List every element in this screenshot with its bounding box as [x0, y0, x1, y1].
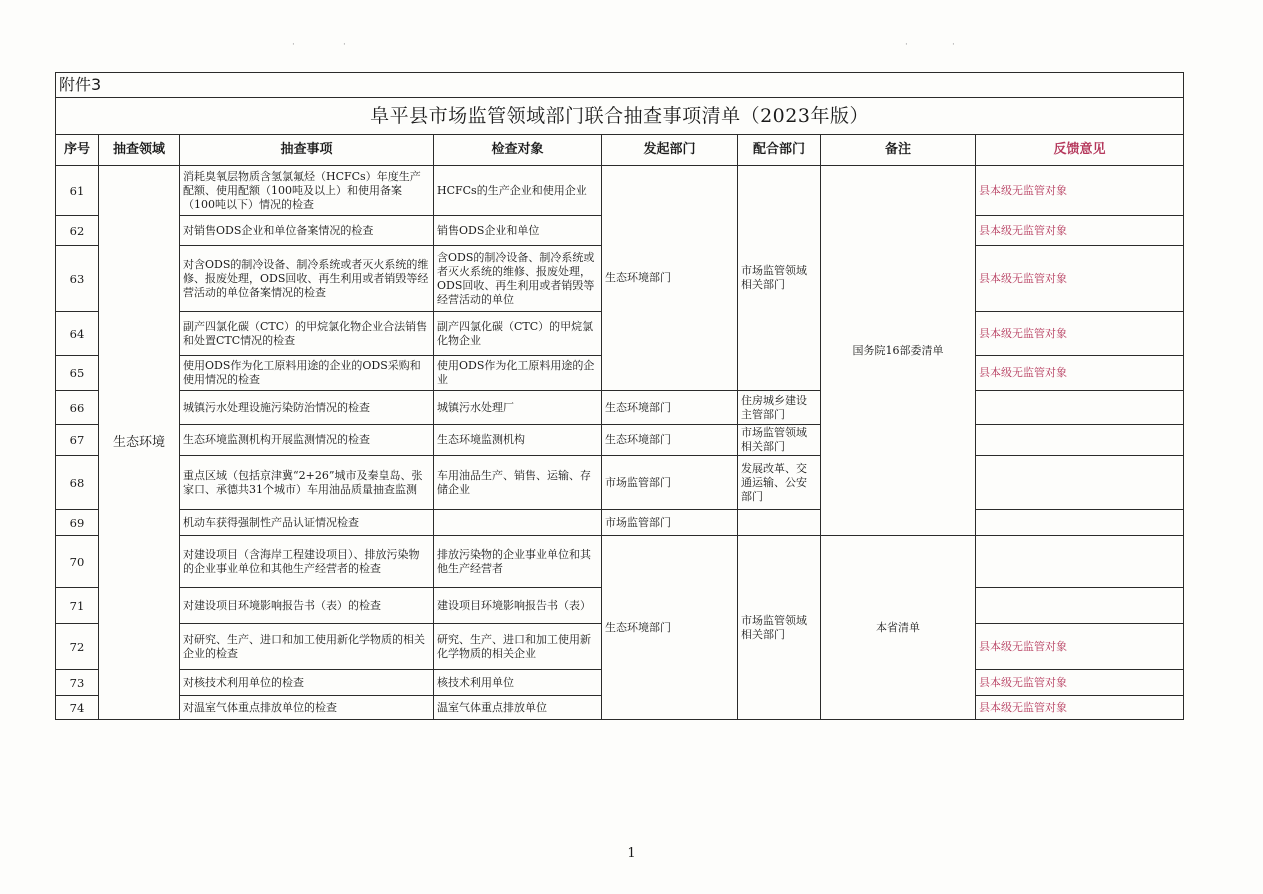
row-cooperator	[738, 510, 821, 536]
row-target: 核技术利用单位	[434, 670, 602, 696]
row-target: HCFCs的生产企业和使用企业	[434, 166, 602, 216]
row-cooperator: 住房城乡建设主管部门	[738, 391, 821, 425]
row-item: 对研究、生产、进口和加工使用新化学物质的相关企业的检查	[180, 624, 434, 670]
row-feedback: 县本级无监管对象	[976, 166, 1184, 216]
row-target: 生态环境监测机构	[434, 425, 602, 456]
row-no: 70	[56, 536, 99, 588]
row-feedback: 县本级无监管对象	[976, 696, 1184, 720]
row-item: 消耗臭氧层物质含氢氯氟烃（HCFCs）年度生产配额、使用配额（100吨及以上）和使用备案（100吨以下）情况的检查	[180, 166, 434, 216]
row-target: 城镇污水处理厂	[434, 391, 602, 425]
row-target: 销售ODS企业和单位	[434, 216, 602, 246]
table-row	[56, 456, 1184, 510]
row-no: 63	[56, 246, 99, 312]
attachment-label: 附件3	[56, 73, 1184, 98]
group3-cooperator: 市场监管领域相关部门	[738, 536, 821, 720]
row-target	[434, 510, 602, 536]
row-no: 61	[56, 166, 99, 216]
table-row	[56, 510, 1184, 536]
header-feedback: 反馈意见	[976, 135, 1184, 166]
row-cooperator: 市场监管领域相关部门	[738, 425, 821, 456]
header-cooperator: 配合部门	[738, 135, 821, 166]
row-target: 车用油品生产、销售、运输、存储企业	[434, 456, 602, 510]
row-target: 温室气体重点排放单位	[434, 696, 602, 720]
header-remark: 备注	[821, 135, 976, 166]
table-row	[56, 425, 1184, 456]
table-row	[56, 166, 1184, 216]
table-row	[56, 391, 1184, 425]
row-feedback	[976, 456, 1184, 510]
row-item: 对温室气体重点排放单位的检查	[180, 696, 434, 720]
row-no: 67	[56, 425, 99, 456]
row-target: 研究、生产、进口和加工使用新化学物质的相关企业	[434, 624, 602, 670]
scan-speck: ·	[905, 40, 908, 50]
row-item: 对含ODS的制冷设备、制冷系统或者灭火系统的维修、报废处理，ODS回收、再生利用或者销毁等经营活动的单位备案情况的检查	[180, 246, 434, 312]
row-no: 73	[56, 670, 99, 696]
scan-speck: ·	[343, 40, 346, 50]
row-target: 使用ODS作为化工原料用途的企业	[434, 356, 602, 391]
row-feedback: 县本级无监管对象	[976, 312, 1184, 356]
header-domain: 抽查领域	[99, 135, 180, 166]
row-initiator: 市场监管部门	[602, 510, 738, 536]
row-feedback: 县本级无监管对象	[976, 356, 1184, 391]
domain-cell: 生态环境	[99, 166, 180, 720]
group3-remark: 本省清单	[821, 536, 976, 720]
row-no: 74	[56, 696, 99, 720]
scan-speck: ·	[292, 40, 295, 50]
row-item: 副产四氯化碳（CTC）的甲烷氯化物企业合法销售和处置CTC情况的检查	[180, 312, 434, 356]
row-item: 对建设项目（含海岸工程建设项目）、排放污染物的企业事业单位和其他生产经营者的检查	[180, 536, 434, 588]
group3-initiator: 生态环境部门	[602, 536, 738, 720]
row-target: 排放污染物的企业事业单位和其他生产经营者	[434, 536, 602, 588]
row-no: 62	[56, 216, 99, 246]
row-item: 生态环境监测机构开展监测情况的检查	[180, 425, 434, 456]
row-cooperator: 发展改革、交通运输、公安部门	[738, 456, 821, 510]
row-target: 副产四氯化碳（CTC）的甲烷氯化物企业	[434, 312, 602, 356]
row-feedback	[976, 536, 1184, 588]
row-initiator: 生态环境部门	[602, 425, 738, 456]
row-item: 城镇污水处理设施污染防治情况的检查	[180, 391, 434, 425]
header-seq: 序号	[56, 135, 99, 166]
document-title: 阜平县市场监管领域部门联合抽查事项清单（2023年版）	[56, 98, 1184, 135]
scan-speck: ·	[952, 40, 955, 50]
row-item: 对销售ODS企业和单位备案情况的检查	[180, 216, 434, 246]
row-no: 66	[56, 391, 99, 425]
row-no: 72	[56, 624, 99, 670]
row-feedback	[976, 425, 1184, 456]
row-feedback: 县本级无监管对象	[976, 246, 1184, 312]
group1-initiator: 生态环境部门	[602, 166, 738, 391]
row-target: 含ODS的制冷设备、制冷系统或者灭火系统的维修、报废处理，ODS回收、再生利用或者销毁等经营活动的单位	[434, 246, 602, 312]
table-row	[56, 536, 1184, 588]
group1-cooperator: 市场监管领域相关部门	[738, 166, 821, 391]
row-no: 71	[56, 588, 99, 624]
header-row	[56, 135, 1184, 166]
row-item: 使用ODS作为化工原料用途的企业的ODS采购和使用情况的检查	[180, 356, 434, 391]
row-feedback	[976, 391, 1184, 425]
row-item: 对核技术利用单位的检查	[180, 670, 434, 696]
header-item: 抽查事项	[180, 135, 434, 166]
row-feedback: 县本级无监管对象	[976, 624, 1184, 670]
row-item: 重点区域（包括京津冀“2+26”城市及秦皇岛、张家口、承德共31个城市）车用油品质量抽查监测	[180, 456, 434, 510]
row-no: 69	[56, 510, 99, 536]
header-initiator: 发起部门	[602, 135, 738, 166]
row-item: 机动车获得强制性产品认证情况检查	[180, 510, 434, 536]
page-number: 1	[627, 846, 636, 861]
row-initiator: 市场监管部门	[602, 456, 738, 510]
row-feedback: 县本级无监管对象	[976, 216, 1184, 246]
row-item: 对建设项目环境影响报告书（表）的检查	[180, 588, 434, 624]
header-target: 检查对象	[434, 135, 602, 166]
row-feedback	[976, 510, 1184, 536]
row-no: 64	[56, 312, 99, 356]
row-initiator: 生态环境部门	[602, 391, 738, 425]
row-target: 建设项目环境影响报告书（表）	[434, 588, 602, 624]
row-feedback	[976, 588, 1184, 624]
row-no: 68	[56, 456, 99, 510]
inspection-list-table	[55, 72, 1184, 720]
row-no: 65	[56, 356, 99, 391]
group1-remark: 国务院16部委清单	[821, 166, 976, 536]
row-feedback: 县本级无监管对象	[976, 670, 1184, 696]
